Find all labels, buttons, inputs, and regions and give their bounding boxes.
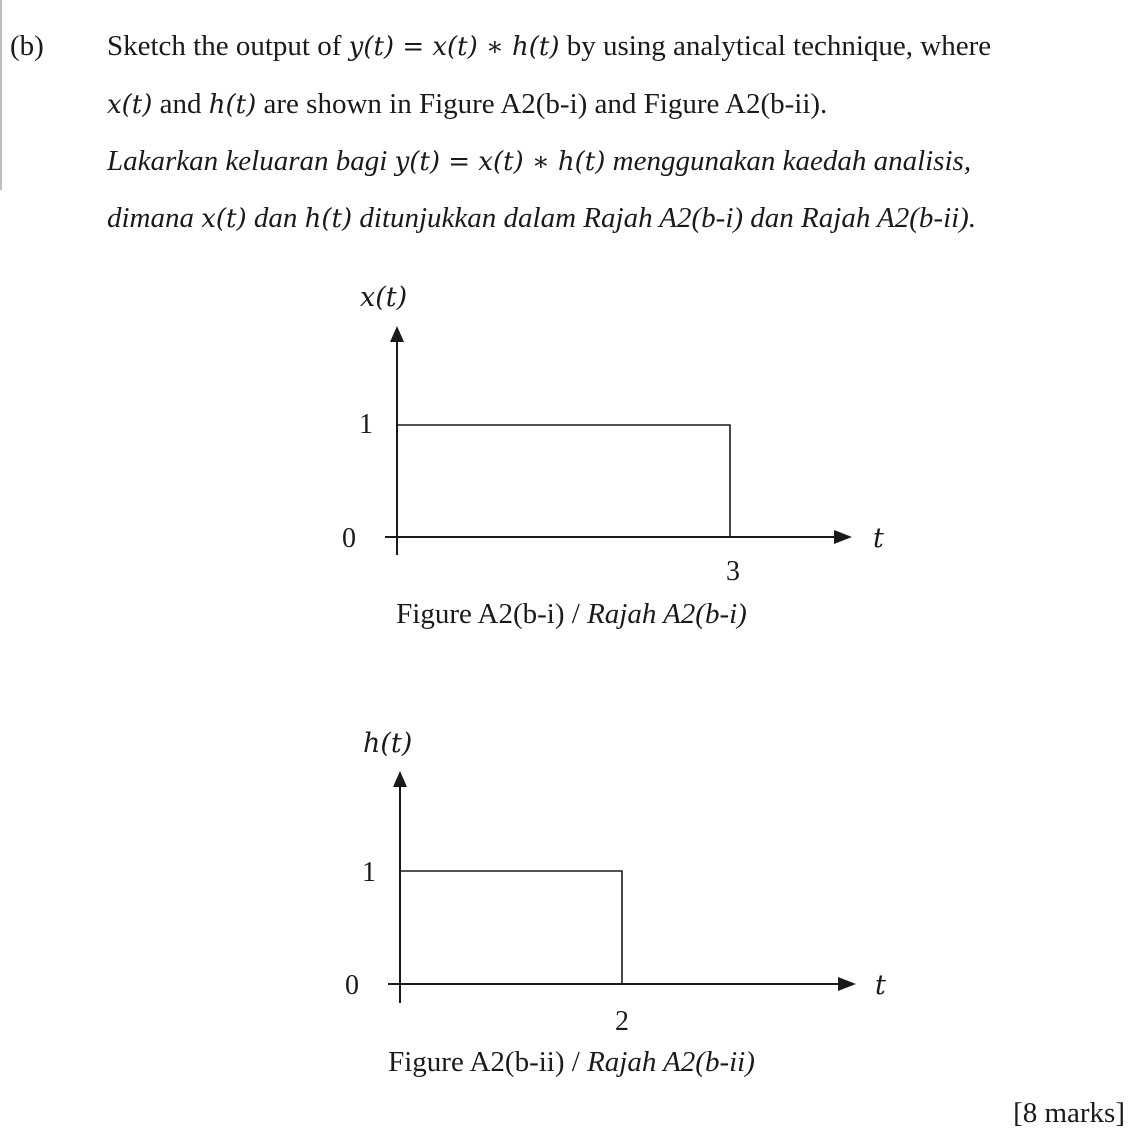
x-axis-arrow-icon	[834, 530, 852, 544]
convolution-equation: y(t) = x(t) ∗ h(t)	[348, 32, 560, 62]
math-h-of-t: h(t)	[208, 90, 257, 120]
math-h-of-t: h(t)	[304, 204, 353, 234]
caption-sep: /	[564, 1046, 588, 1078]
caption-en: Figure A2(b-i)	[396, 598, 565, 630]
caption-sep: /	[564, 598, 588, 630]
text-segment: Lakarkan keluaran bagi	[107, 145, 395, 177]
text-segment: by using analytical technique, where	[559, 30, 992, 62]
figure-x-of-t	[0, 270, 1143, 600]
y-tick-zero: 0	[342, 523, 356, 554]
text-segment: and	[152, 88, 209, 120]
y-tick-one: 1	[362, 857, 376, 888]
axis-label-t: t	[875, 970, 886, 1001]
text-segment: dan	[246, 202, 305, 234]
question-text-ms-line2	[107, 202, 976, 235]
text-segment: dimana	[107, 202, 202, 234]
x-tick-end: 2	[615, 1006, 629, 1037]
function-label: h(t)	[363, 728, 413, 759]
convolution-equation: y(t) = x(t) ∗ h(t)	[394, 147, 606, 177]
function-label: x(t)	[360, 282, 408, 313]
text-segment: ditunjukkan dalam Rajah A2(b-i) dan Rajah A2(b-ii).	[352, 202, 977, 234]
y-axis-arrow-icon	[390, 326, 404, 342]
figure1-caption	[0, 598, 1143, 631]
caption-ms: Rajah A2(b-ii)	[587, 1046, 755, 1078]
figure2-caption	[0, 1046, 1143, 1079]
question-text-en-line1	[107, 30, 991, 63]
question-text-ms-line1	[107, 145, 971, 178]
pulse-signal	[400, 871, 622, 984]
text-segment: are shown in Figure A2(b-i) and Figure A2(b-ii).	[256, 88, 828, 120]
question-label: (b)	[10, 30, 44, 62]
axis-label-t: t	[873, 523, 884, 554]
text-segment: Sketch the output of	[107, 30, 349, 62]
page-margin-rule	[0, 0, 2, 190]
marks-allocation: [8 marks]	[1013, 1097, 1125, 1129]
figure-h-of-t	[0, 718, 1143, 1048]
y-axis-arrow-icon	[393, 771, 407, 787]
x-axis-arrow-icon	[838, 977, 856, 991]
math-x-of-t: x(t)	[201, 204, 247, 234]
text-segment: menggunakan kaedah analisis,	[605, 145, 972, 177]
question-text-en-line2	[107, 88, 827, 121]
x-tick-end: 3	[726, 556, 740, 587]
y-tick-zero: 0	[345, 970, 359, 1001]
caption-en: Figure A2(b-ii)	[388, 1046, 565, 1078]
caption-ms: Rajah A2(b-i)	[587, 598, 747, 630]
pulse-signal	[397, 425, 730, 537]
math-x-of-t: x(t)	[107, 90, 153, 120]
y-tick-one: 1	[359, 409, 373, 440]
